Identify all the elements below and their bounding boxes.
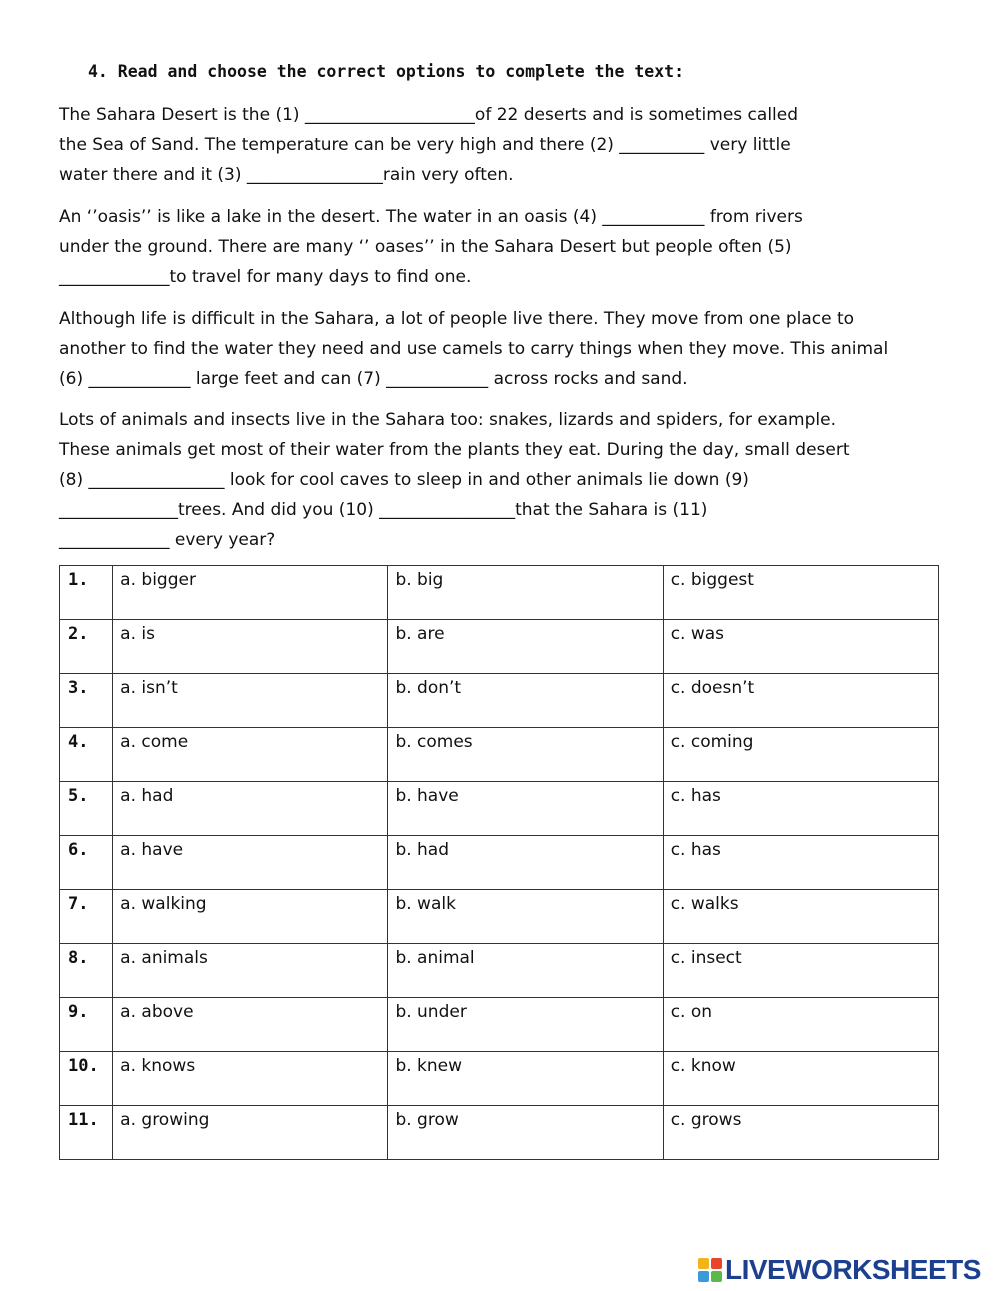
paragraph-1 — [59, 100, 959, 190]
table-row — [60, 890, 939, 944]
logo-square — [711, 1271, 722, 1282]
table-row — [60, 836, 939, 890]
paragraph-2 — [59, 202, 959, 292]
table-row — [60, 1052, 939, 1106]
option-c[interactable]: c. grows — [663, 1106, 938, 1160]
option-b[interactable]: b. had — [388, 836, 663, 890]
question-number: 4. — [60, 728, 113, 782]
option-a[interactable]: a. above — [113, 998, 388, 1052]
option-c[interactable]: c. walks — [663, 890, 938, 944]
option-c[interactable]: c. has — [663, 782, 938, 836]
option-b[interactable]: b. have — [388, 782, 663, 836]
question-number: 7. — [60, 890, 113, 944]
option-b[interactable]: b. big — [388, 566, 663, 620]
logo-square — [711, 1258, 722, 1269]
option-c[interactable]: c. coming — [663, 728, 938, 782]
options-table — [59, 565, 939, 1160]
option-a[interactable]: a. knows — [113, 1052, 388, 1106]
option-c[interactable]: c. doesn’t — [663, 674, 938, 728]
option-b[interactable]: b. walk — [388, 890, 663, 944]
paragraph-line: Although life is difficult in the Sahara, a lot of people live there. They move from one place to — [59, 309, 855, 329]
option-b[interactable]: b. don’t — [388, 674, 663, 728]
question-number: 2. — [60, 620, 113, 674]
paragraph-line: These animals get most of their water from the plants they eat. During the day, small desert — [59, 440, 850, 460]
option-b[interactable]: b. animal — [388, 944, 663, 998]
question-number: 10. — [60, 1052, 113, 1106]
table-row — [60, 1106, 939, 1160]
option-c[interactable]: c. know — [663, 1052, 938, 1106]
table-row — [60, 674, 939, 728]
liveworksheets-logo-icon — [698, 1258, 722, 1282]
table-row — [60, 782, 939, 836]
table-row — [60, 728, 939, 782]
table-row — [60, 566, 939, 620]
option-c[interactable]: c. was — [663, 620, 938, 674]
option-a[interactable]: a. is — [113, 620, 388, 674]
option-a[interactable]: a. growing — [113, 1106, 388, 1160]
paragraph-line: _____________ every year? — [59, 530, 276, 550]
logo-square — [698, 1258, 709, 1269]
paragraph-line: water there and it (3) ________________rain very often. — [59, 165, 514, 185]
paragraph-line: The Sahara Desert is the (1) ____________________of 22 deserts and is sometimes called — [59, 105, 799, 125]
question-number: 5. — [60, 782, 113, 836]
option-a[interactable]: a. come — [113, 728, 388, 782]
logo-square — [698, 1271, 709, 1282]
option-b[interactable]: b. comes — [388, 728, 663, 782]
question-number: 11. — [60, 1106, 113, 1160]
question-number: 8. — [60, 944, 113, 998]
paragraph-line: under the ground. There are many ‘’ oases’’ in the Sahara Desert but people often (5) — [59, 237, 792, 257]
option-a[interactable]: a. isn’t — [113, 674, 388, 728]
option-b[interactable]: b. knew — [388, 1052, 663, 1106]
option-b[interactable]: b. grow — [388, 1106, 663, 1160]
paragraph-3 — [59, 304, 959, 394]
paragraph-line: ______________trees. And did you (10) ________________that the Sahara is (11) — [59, 500, 708, 520]
question-number: 6. — [60, 836, 113, 890]
paragraph-line: _____________to travel for many days to find one. — [59, 267, 472, 287]
paragraph-line: (6) ____________ large feet and can (7) ____________ across rocks and sand. — [59, 369, 688, 389]
question-number: 9. — [60, 998, 113, 1052]
table-row — [60, 944, 939, 998]
exercise-instruction: 4. Read and choose the correct options to complete the text: — [88, 62, 685, 81]
option-a[interactable]: a. bigger — [113, 566, 388, 620]
paragraph-line: (8) ________________ look for cool caves to sleep in and other animals lie down (9) — [59, 470, 749, 490]
option-a[interactable]: a. have — [113, 836, 388, 890]
paragraph-line: the Sea of Sand. The temperature can be very high and there (2) __________ very little — [59, 135, 791, 155]
table-row — [60, 998, 939, 1052]
paragraph-line: another to find the water they need and use camels to carry things when they move. This animal — [59, 339, 889, 359]
option-c[interactable]: c. insect — [663, 944, 938, 998]
question-number: 1. — [60, 566, 113, 620]
table-row — [60, 620, 939, 674]
option-a[interactable]: a. walking — [113, 890, 388, 944]
paragraph-4 — [59, 405, 959, 555]
option-c[interactable]: c. on — [663, 998, 938, 1052]
option-b[interactable]: b. are — [388, 620, 663, 674]
option-a[interactable]: a. had — [113, 782, 388, 836]
paragraph-line: Lots of animals and insects live in the Sahara too: snakes, lizards and spiders, for example. — [59, 410, 836, 430]
paragraph-line: An ‘’oasis’’ is like a lake in the desert. The water in an oasis (4) ____________ from rivers — [59, 207, 803, 227]
liveworksheets-logo — [698, 1254, 981, 1286]
option-a[interactable]: a. animals — [113, 944, 388, 998]
logo-text: LIVEWORKSHEETS — [725, 1254, 981, 1285]
option-b[interactable]: b. under — [388, 998, 663, 1052]
option-c[interactable]: c. biggest — [663, 566, 938, 620]
option-c[interactable]: c. has — [663, 836, 938, 890]
question-number: 3. — [60, 674, 113, 728]
